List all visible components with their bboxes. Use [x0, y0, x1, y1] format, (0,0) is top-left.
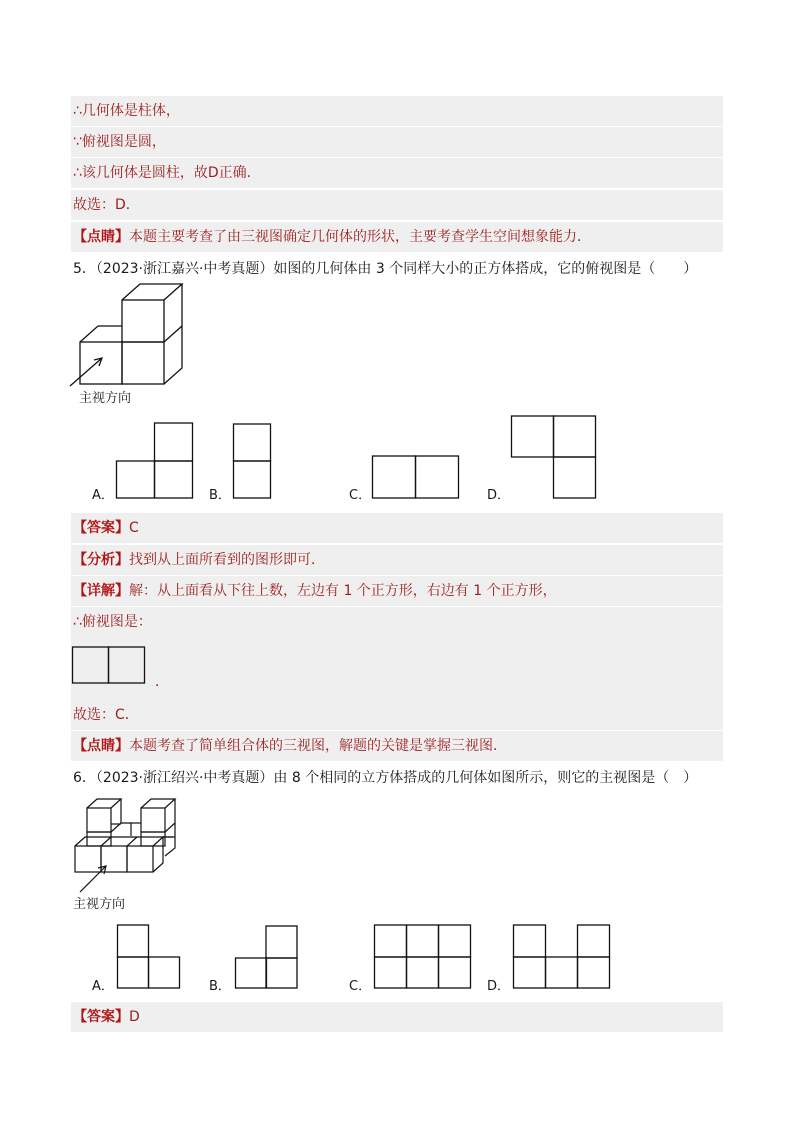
q5-choose-line: 故选：C． [71, 700, 723, 730]
q5-detail: 解：从上面看从下往上数，左边有 1 个正方形，右边有 1 个正方形， [129, 583, 557, 599]
q5-view-label: 主视方向 [79, 391, 132, 406]
q6-option-b-figure [235, 925, 301, 990]
q6-option-b-label: B． [209, 979, 231, 994]
q5-answer-tag: 【答案】 [73, 520, 129, 536]
q5-analysis-tag: 【分析】 [73, 552, 129, 568]
q5-solid-figure [68, 282, 198, 392]
q5-detail-tag: 【详解】 [73, 583, 129, 599]
q5-answer-line [71, 513, 723, 543]
q5-result-period: ． [155, 674, 169, 690]
q5-option-a-label: A． [92, 488, 114, 503]
q6-option-d-label: D． [487, 979, 511, 994]
q6-option-d-figure [513, 924, 613, 990]
q5-result-figure-row [71, 637, 723, 701]
solution-line-3: ∴该几何体是圆柱，故D正确． [71, 158, 723, 188]
solution-line-1: ∴几何体是柱体， [71, 96, 723, 126]
q6-view-label: 主视方向 [73, 897, 126, 912]
q5-option-d-figure [511, 415, 599, 501]
q6-solid-figure [70, 796, 185, 901]
q5-option-c-figure [372, 455, 462, 501]
q5-option-c-label: C． [349, 488, 372, 503]
q5-stem: 5．（2023·浙江嘉兴·中考真题）如图的几何体由 3 个同样大小的正方体搭成，它的俯视图是（ ） [73, 261, 698, 277]
q5-comment-line [71, 731, 723, 761]
q5-analysis: 找到从上面所看到的图形即可． [129, 552, 325, 568]
comment-text: 本题主要考查了由三视图确定几何体的形状，主要考查学生空间想象能力． [129, 229, 591, 245]
q5-option-a-figure [116, 421, 196, 501]
q6-option-c-label: C． [349, 979, 372, 994]
q5-option-b-figure [233, 423, 273, 501]
q6-option-a-label: A． [92, 979, 114, 994]
q5-analysis-line [71, 545, 723, 575]
q5-detail-line [71, 576, 723, 606]
q6-option-a-figure [117, 924, 185, 990]
q5-result-line: ∴俯视图是： [71, 607, 723, 637]
solution-line-4: 故选：D． [71, 190, 723, 220]
q6-answer-tag: 【答案】 [73, 1009, 129, 1025]
q5-option-b-label: B． [209, 488, 231, 503]
q5-result-figure [71, 646, 151, 686]
q5-comment: 本题考查了简单组合体的三视图，解题的关键是掌握三视图． [129, 738, 507, 754]
q5-answer: C [129, 520, 139, 536]
comment-line [71, 222, 723, 252]
q5-option-d-label: D． [487, 488, 511, 503]
q6-option-c-figure [374, 924, 474, 990]
q5-comment-tag: 【点睛】 [73, 738, 129, 754]
q6-stem: 6．（2023·浙江绍兴·中考真题）由 8 个相同的立方体搭成的几何体如图所示，则它的主视图是（ ） [73, 770, 698, 786]
comment-tag: 【点睛】 [73, 229, 129, 245]
solution-line-2: ∵俯视图是圆， [71, 127, 723, 157]
q6-answer: D [129, 1009, 140, 1025]
q6-answer-line [71, 1002, 723, 1032]
